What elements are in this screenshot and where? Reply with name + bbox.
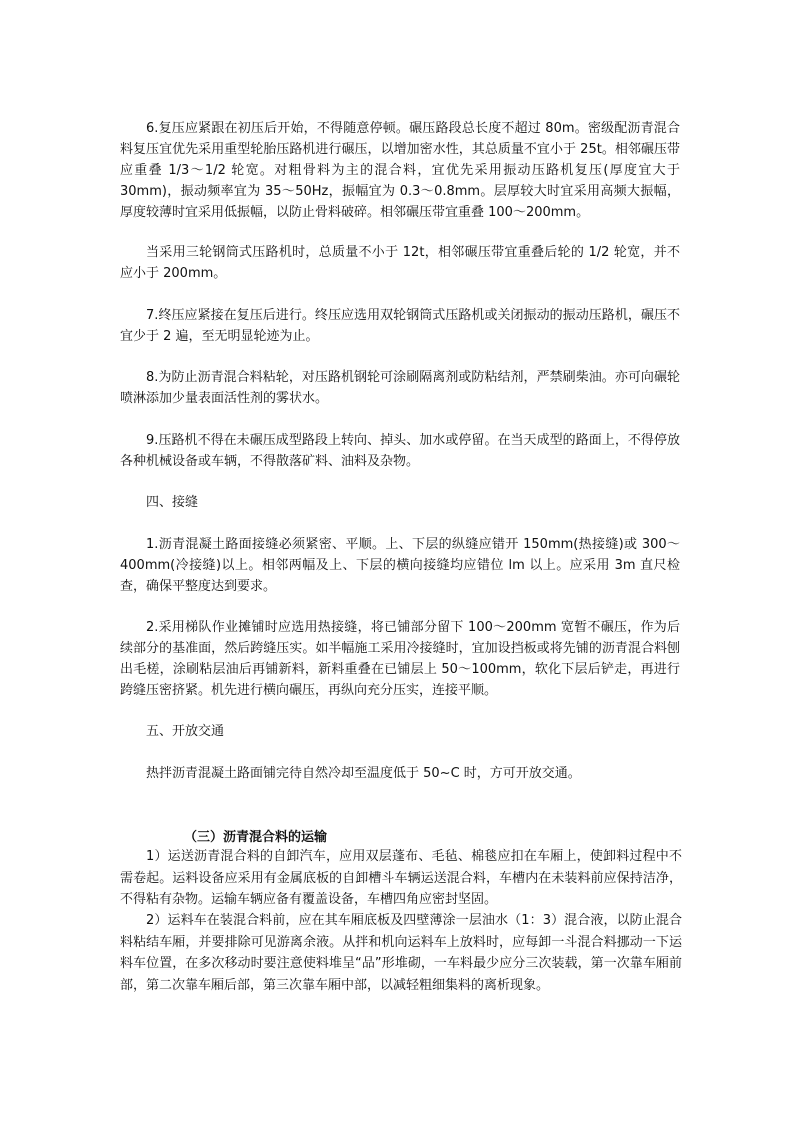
paragraph-open-traffic: 热拌沥青混凝土路面铺完待自然冷却至温度低于 50~C 时，方可开放交通。 bbox=[146, 766, 581, 781]
section-heading-joints: 四、接缝 bbox=[146, 495, 199, 510]
subsection-title-transport: （三）沥青混合料的运输 bbox=[184, 830, 328, 845]
paragraph-three-wheel-roller: 当采用三轮钢筒式压路机时，总质量不小于 12t，相邻碾压带宜重叠后轮的 1/2 轮宽，并不应小于 200mm。 bbox=[120, 245, 680, 281]
paragraph-transport-2: 2）运料车在装混合料前，应在其车厢底板及四壁薄涂一层油水（1：3）混合液，以防止混合料粘结车厢，并要排除可见游离余液。从拌和机向运料车上放料时，应每卸一斗混合料挪动一下运料车位置，在多次移动时要注意使料堆呈“品”形堆砌，一车料最少应分三次装载，第一次靠车厢前部，第二次靠车厢后部，第三次靠车厢中部，以减轻粗细集料的离析现象。 bbox=[120, 913, 682, 993]
paragraph-recompaction: 6.复压应紧跟在初压后开始，不得随意停顿。碾压路段总长度不超过 80m。密级配沥青混合料复压宜优先采用重型轮胎压路机进行碾压，以增加密水性，其总质量不宜小于 25t。相邻碾压带应重叠 1/3～1/2 轮宽。对粗骨料为主的混合料，宜优先采用振动压路机复压(厚度宜大于 30mm)，振动频率宜为 35～50Hz，振幅宜为 0.3～0.8mm。层厚较大时宜采用高频大振幅，厚度较薄时宜采用低振幅，以防止骨料破碎。相邻碾压带宜重叠 100～200mm。 bbox=[120, 121, 680, 220]
paragraph-joint-requirements: 1.沥青混凝土路面接缝必须紧密、平顺。上、下层的纵缝应错开 150mm(热接缝)或 300～400mm(冷接缝)以上。相邻两幅及上、下层的横向接缝均应错位 lm 以上。应采用 3m 直尺检查，确保平整度达到要求。 bbox=[120, 537, 680, 594]
section-heading-open-traffic: 五、开放交通 bbox=[146, 724, 225, 739]
paragraph-roller-restrictions: 9.压路机不得在未碾压成型路段上转向、掉头、加水或停留。在当天成型的路面上，不得停放各种机械设备或车辆，不得散落矿料、油料及杂物。 bbox=[120, 433, 680, 469]
paragraph-anti-stick: 8.为防止沥青混合料粘轮，对压路机钢轮可涂刷隔离剂或防粘结剂，严禁刷柴油。亦可向碾轮喷淋添加少量表面活性剂的雾状水。 bbox=[120, 370, 680, 406]
paragraph-joint-methods: 2.采用梯队作业摊铺时应选用热接缝，将已铺部分留下 100～200mm 宽暂不碾压，作为后续部分的基准面，然后跨缝压实。如半幅施工采用冷接缝时，宜加设挡板或将先铺的沥青混合料刨出毛槎，涂刷粘层油后再铺新料，新料重叠在已铺层上 50～100mm，软化下层后铲走，再进行跨缝压密挤紧。机先进行横向碾压，再纵向充分压实，连接平顺。 bbox=[120, 620, 680, 698]
paragraph-final-compaction: 7.终压应紧接在复压后进行。终压应选用双轮钢筒式压路机或关闭振动的振动压路机，碾压不宜少于 2 遍，至无明显轮迹为止。 bbox=[120, 308, 680, 344]
paragraph-transport-1: 1）运送沥青混合料的自卸汽车，应用双层蓬布、毛毡、棉毯应扣在车厢上，使卸料过程中不需卷起。运料设备应采用有金属底板的自卸槽斗车辆运送混合料，车槽内在未装料前应保持洁净，不得粘有杂物。运输车辆应备有覆盖设备，车槽四角应密封坚固。 bbox=[120, 849, 682, 907]
